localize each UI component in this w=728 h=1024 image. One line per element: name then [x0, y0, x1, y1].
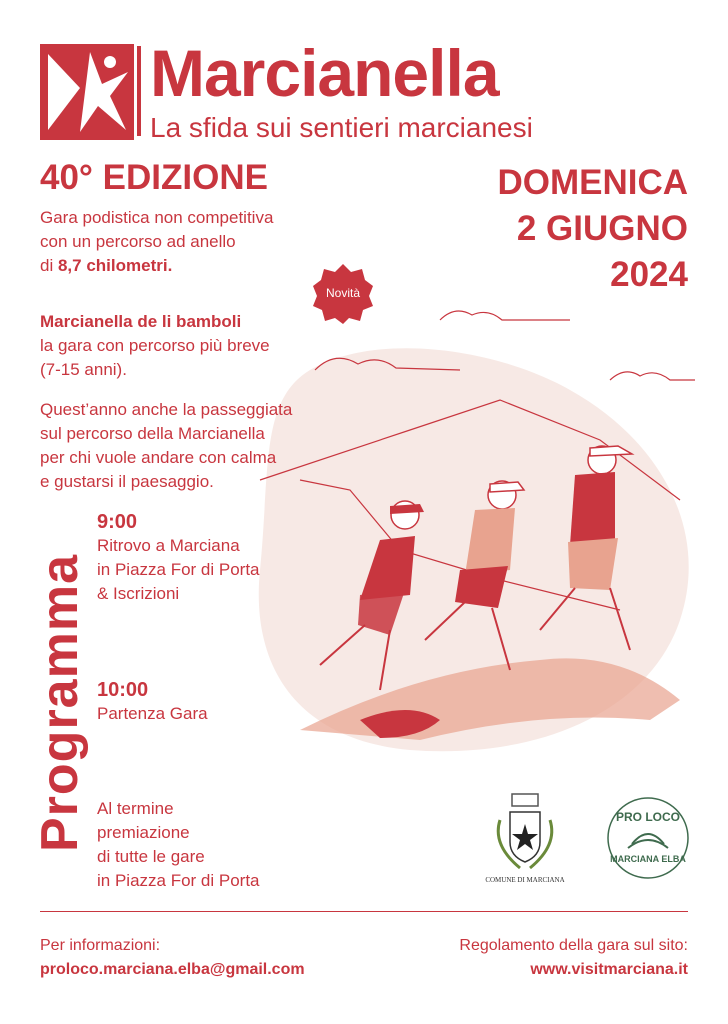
badge-label: Novità: [325, 286, 360, 300]
awards-line: in Piazza For di Porta: [97, 871, 260, 890]
description-prefix: di: [40, 256, 58, 275]
walk-line: Quest’anno anche la passeggiata: [40, 400, 293, 419]
coat-of-arms-icon: [482, 790, 568, 876]
programma-label: [31, 515, 89, 890]
page-subtitle: La sfida sui sentieri marcianesi: [150, 112, 533, 143]
page-title: Marcianella: [150, 36, 499, 110]
schedule-line: & Iscrizioni: [97, 584, 180, 603]
awards-line: premiazione: [97, 823, 190, 842]
proloco-logo: [598, 788, 698, 888]
schedule-line: Ritrovo a Marciana: [97, 536, 240, 555]
walk-info: [40, 398, 292, 494]
footer-info: [40, 934, 305, 982]
schedule-line: Partenza Gara: [97, 704, 208, 723]
kids-race-line: (7-15 anni).: [40, 360, 127, 379]
walk-line: sul percorso della Marcianella: [40, 424, 265, 443]
awards-line: di tutte le gare: [97, 847, 205, 866]
kids-race-title: Marcianella de li bamboli: [40, 312, 242, 331]
walk-line: per chi vuole andare con calma: [40, 448, 277, 467]
description-line: Gara podistica non competitiva: [40, 208, 274, 227]
description-line: [40, 254, 273, 278]
website-link[interactable]: www.visitmarciana.it: [530, 961, 688, 978]
kids-race-line: la gara con percorso più breve: [40, 336, 270, 355]
awards-line: Al termine: [97, 799, 174, 818]
walk-line: e gustarsi il paesaggio.: [40, 472, 214, 491]
info-label: Per informazioni:: [40, 937, 161, 954]
date-day-month: 2 GIUGNO: [516, 209, 688, 248]
rules-label: Regolamento della gara sul sito:: [459, 937, 688, 954]
marcianella-logo-icon: [40, 44, 134, 140]
schedule-line: in Piazza For di Porta: [97, 560, 260, 579]
footer-divider: [40, 911, 688, 912]
programma-text: Programma: [31, 553, 89, 852]
schedule-time: 9:00: [97, 511, 138, 533]
proloco-bottom-label: MARCIANA ELBA: [610, 854, 686, 864]
kids-race: [40, 310, 270, 382]
awards-info: [97, 797, 260, 893]
schedule-item: [97, 678, 208, 726]
race-distance: 8,7 chilometri.: [57, 256, 173, 275]
title-divider: [137, 46, 141, 136]
proloco-top-label: PRO LOCO: [615, 810, 680, 824]
runners-illustration: [240, 290, 700, 770]
description-line: con un percorso ad anello: [40, 232, 236, 251]
schedule-item: [97, 510, 260, 606]
date-year: 2024: [610, 255, 688, 294]
contact-email-link[interactable]: proloco.marciana.elba@gmail.com: [40, 961, 305, 978]
comune-label: COMUNE DI MARCIANA: [485, 876, 565, 884]
footer-rules: [459, 934, 688, 982]
event-date: [497, 160, 688, 298]
race-description: [40, 206, 273, 278]
proloco-emblem-icon: [598, 788, 698, 888]
edition-label: 40° EDIZIONE: [40, 158, 268, 197]
schedule-time: 10:00: [97, 679, 149, 701]
date-weekday: DOMENICA: [497, 163, 688, 202]
comune-logo: [482, 790, 568, 890]
